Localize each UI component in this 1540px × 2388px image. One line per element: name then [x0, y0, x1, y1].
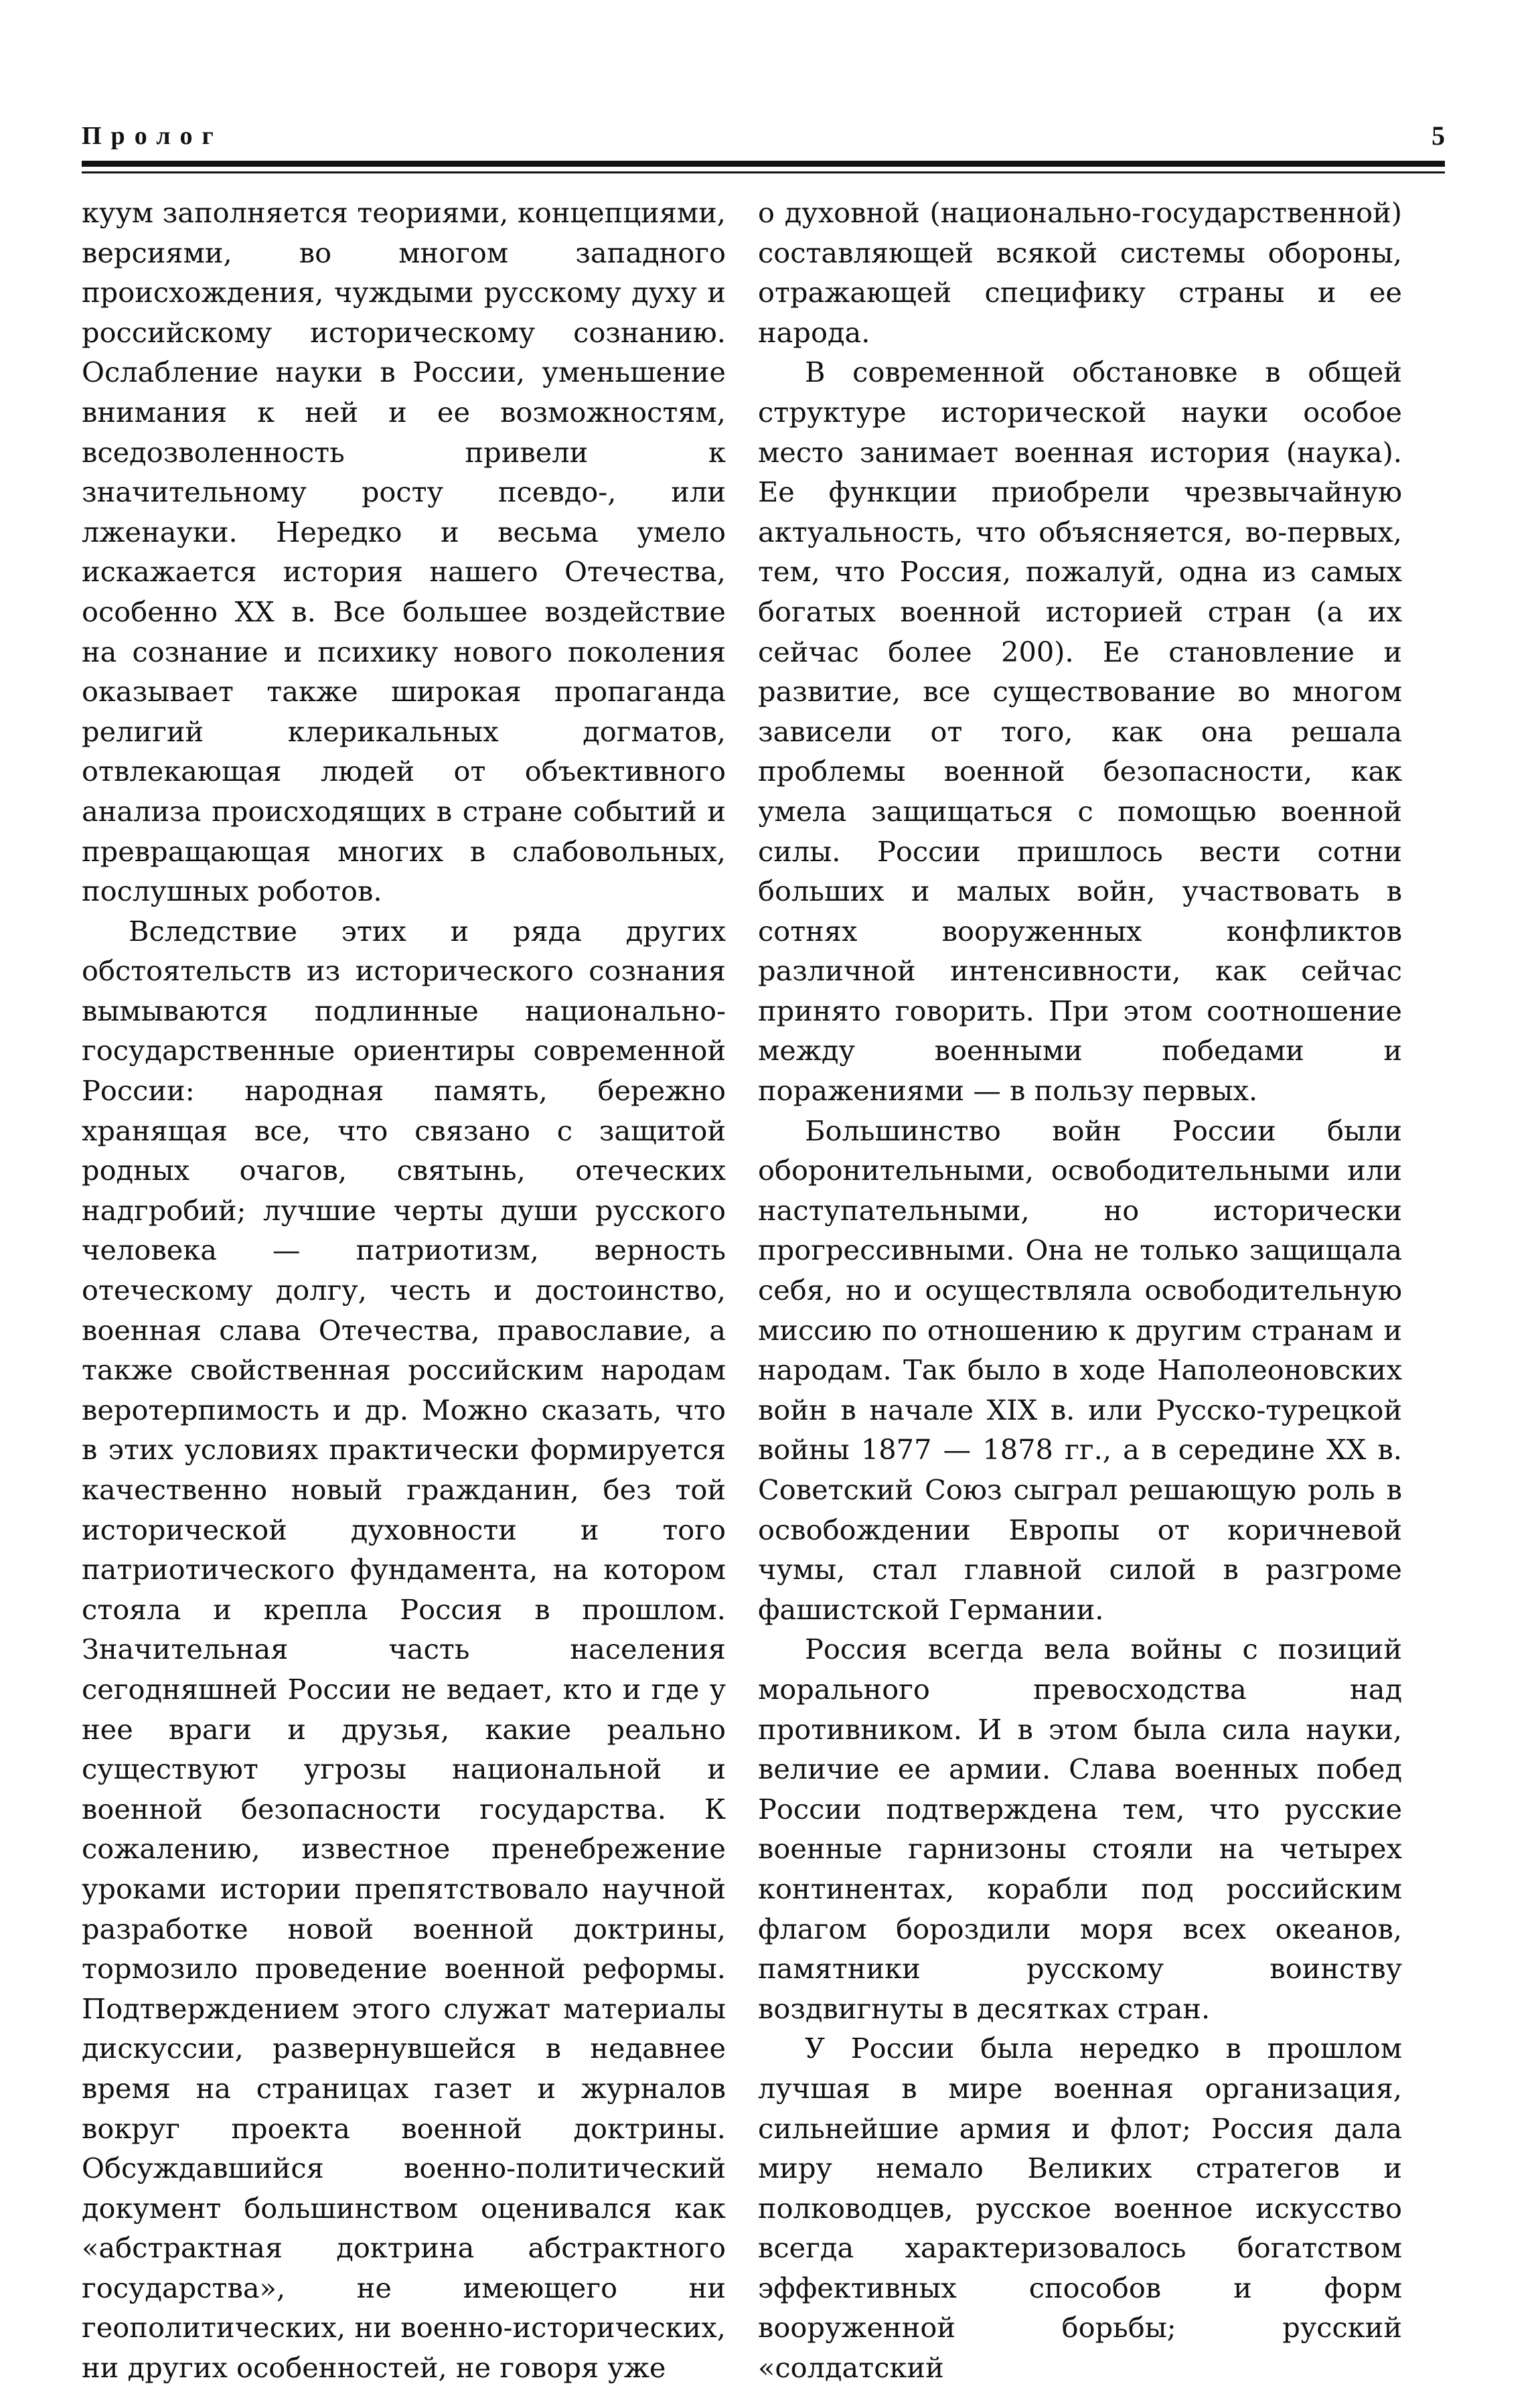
- page-number: 5: [1432, 121, 1445, 151]
- paragraph: В современной обстановке в общей структуре исторической науки особое место занимает военная история (наука). Ее функции приобрели чрезвычайную актуальность, что объясняется, во-первых, тем, что Россия, пожалуй, одна из самых богатых военной историей стран (а их сейчас более 200). Ее становление и развитие, все существование во многом зависели от того, как она решала проблемы военной безопасности, как умела защищаться с помощью военной силы. России пришлось вести сотни больших и малых войн, участвовать в сотнях вооруженных конфликтов различной интенсивности, как сейчас принято говорить. При этом соотношение между военными победами и поражениями — в пользу первых.: [758, 356, 1402, 1108]
- paragraph: Большинство войн России были оборонительными, освободительными или наступательными, но исторически прогрессивными. Она не только защищала себя, но и осуществляла освободительную миссию по отношению к другим странам и народам. Так было в ходе Наполеоновских войн в начале XIX в. или Русско-турецкой войны 1877 — 1878 гг., а в середине XX в. Советский Союз сыграл решающую роль в освобождении Европы от коричневой чумы, стал главной силой в разгроме фашистской Германии.: [758, 1114, 1402, 1626]
- paragraph-continued: куум заполняется теориями, концепциями, версиями, во многом западного происхождения, чуждыми русскому духу и российскому историческому сознанию. Ослабление науки в России, уменьшение внимания к ней и ее возможностям, вседозволенность привели к значительному росту псевдо-, или лженауки. Нередко и весьма умело искажается история нашего Отечества, особенно XX в. Все большее воздействие на сознание и психику нового поколения оказывает также широкая пропаганда религий клерикальных догматов, отвлекающая людей от объективного анализа происходящих в стране событий и превращающая многих в слабовольных, послушных роботов.: [82, 196, 726, 908]
- paragraph: Россия всегда вела войны с позиций морального превосходства над противником. И в этом была сила науки, величие ее армии. Слава военных побед России подтверждена тем, что русские военные гарнизоны стояли на четырех континентах, корабли под российским флагом бороздили моря всех океанов, памятники русскому воинству воздвигнуты в десятках стран.: [758, 1633, 1402, 2025]
- header-rule-thin: [82, 171, 1445, 173]
- paragraph: Вследствие этих и ряда других обстоятельств из исторического сознания вымываются подлинные национально-государственные ориентиры современной России: народная память, бережно хранящая все, что связано с защитой родных очагов, святынь, отеческих надгробий; лучшие черты души русского человека — патриотизм, верность отеческому долгу, честь и достоинство, военная слава Отечества, православие, а также свойственная российским народам веротерпимость и др. Можно сказать, что в этих условиях практически формируется качественно новый гражданин, без той исторической духовности и того патриотического фундамента, на котором стояла и крепла Россия в прошлом. Значительная часть населения сегодняшней России не ведает, кто и где у нее враги и друзья, какие реально существуют угрозы национальной и военной безопасности государства. К сожалению, известное пренебрежение уроками истории препятствовало научной разработке новой военной доктрины, тормозило проведение военной реформы. Подтверждением этого служат материалы дискуссии, развернувшейся в недавнее время на страницах газет и журналов вокруг проекта военной доктрины. Обсуждавшийся военно-политический документ большинством оценивался как «абстрактная доктрина абстрактного государства», не имеющего ни геополитических, ни военно-исторических, ни других особенностей, не говоря уже: [82, 914, 726, 2385]
- right-column: [758, 193, 1402, 2388]
- header-rule-thick: [82, 161, 1445, 167]
- section-title: Пролог: [82, 122, 223, 150]
- paragraph-continued: о духовной (национально-государственной) составляющей всякой системы обороны, отражающей специфику страны и ее народа.: [758, 196, 1402, 349]
- running-head: [82, 119, 1445, 153]
- left-column: [82, 193, 726, 2388]
- paragraph: У России была нередко в прошлом лучшая в мире военная организация, сильнейшие армия и флот; Россия дала миру немало Великих стратегов и полководцев, русское военное искусство всегда характеризовалось богатством эффективных способов и форм вооруженной борьбы; русский «солдатский: [758, 2032, 1402, 2385]
